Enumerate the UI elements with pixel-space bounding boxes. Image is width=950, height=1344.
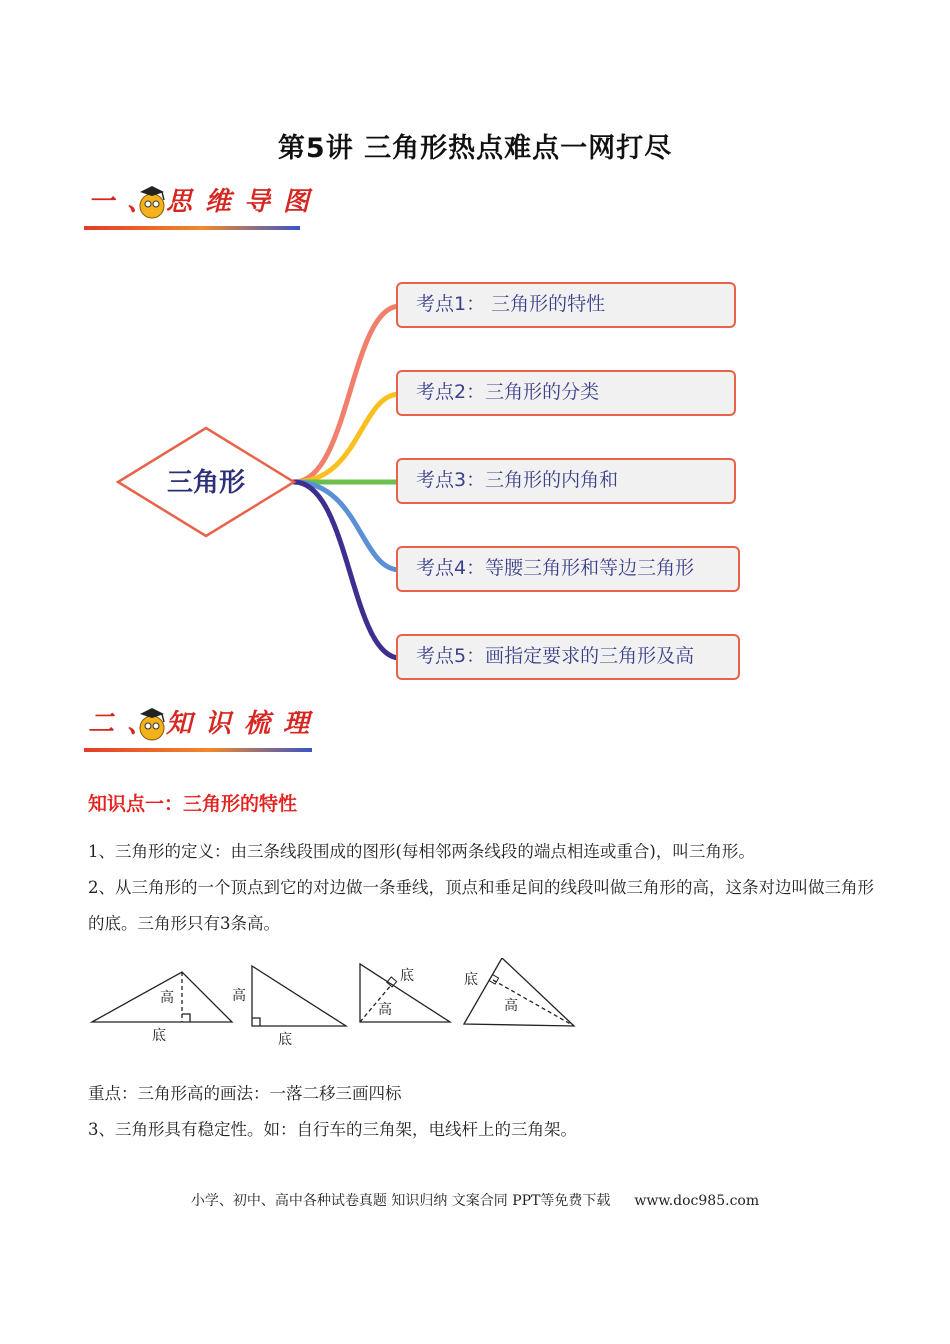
section-banner-mind-map <box>84 182 323 234</box>
triangle-height-figures <box>88 958 588 1050</box>
mind-map-node-2: 考点2：三角形的分类 <box>396 370 736 416</box>
mind-map <box>110 276 760 696</box>
center-label: 三角形 <box>166 468 245 498</box>
mind-map-node-4: 考点4：等腰三角形和等边三角形 <box>396 546 740 592</box>
section-banner-knowledge <box>84 700 323 752</box>
footer-text: 小学、初中、高中各种试卷真题 知识归纳 文案合同 PPT等免费下载 <box>190 1193 611 1209</box>
paragraph-height: 2、从三角形的一个顶点到它的对边做一条垂线，顶点和垂足间的线段叫做三角形的高，这条对边叫做三角形的底。三角形只有3条高。 <box>88 878 874 933</box>
page-footer <box>0 1190 950 1210</box>
fig3-base-label: 底 <box>400 968 414 984</box>
mind-map-node-3: 考点3：三角形的内角和 <box>396 458 736 504</box>
fig4-height-label: 高 <box>504 998 518 1014</box>
mind-map-node-1: 考点1： 三角形的特性 <box>396 282 736 328</box>
paragraph-stability: 3、三角形具有稳定性。如：自行车的三角架，电线杆上的三角架。 <box>88 1120 577 1139</box>
fig2-base-label: 底 <box>278 1032 292 1048</box>
banner-text: 一、思维导图 <box>88 187 323 217</box>
banner-text: 二、知识梳理 <box>88 709 323 739</box>
key-point: 重点：三角形高的画法：一落二移三画四标 <box>88 1084 402 1103</box>
fig1-base-label: 底 <box>152 1028 166 1044</box>
mind-map-node-5: 考点5：画指定要求的三角形及高 <box>396 634 740 680</box>
footer-url[interactable]: www.doc985.com <box>634 1193 760 1209</box>
page-title: 第5讲 三角形热点难点一网打尽 <box>277 133 673 164</box>
knowledge-point-title: 知识点一：三角形的特性 <box>88 793 298 815</box>
fig1-height-label: 高 <box>160 990 174 1006</box>
fig3-height-label: 高 <box>378 1002 392 1018</box>
fig4-base-label: 底 <box>464 972 478 988</box>
fig2-height-label: 高 <box>232 988 246 1004</box>
paragraph-definition: 1、三角形的定义：由三条线段围成的图形(每相邻两条线段的端点相连或重合)，叫三角形。 <box>88 842 755 861</box>
